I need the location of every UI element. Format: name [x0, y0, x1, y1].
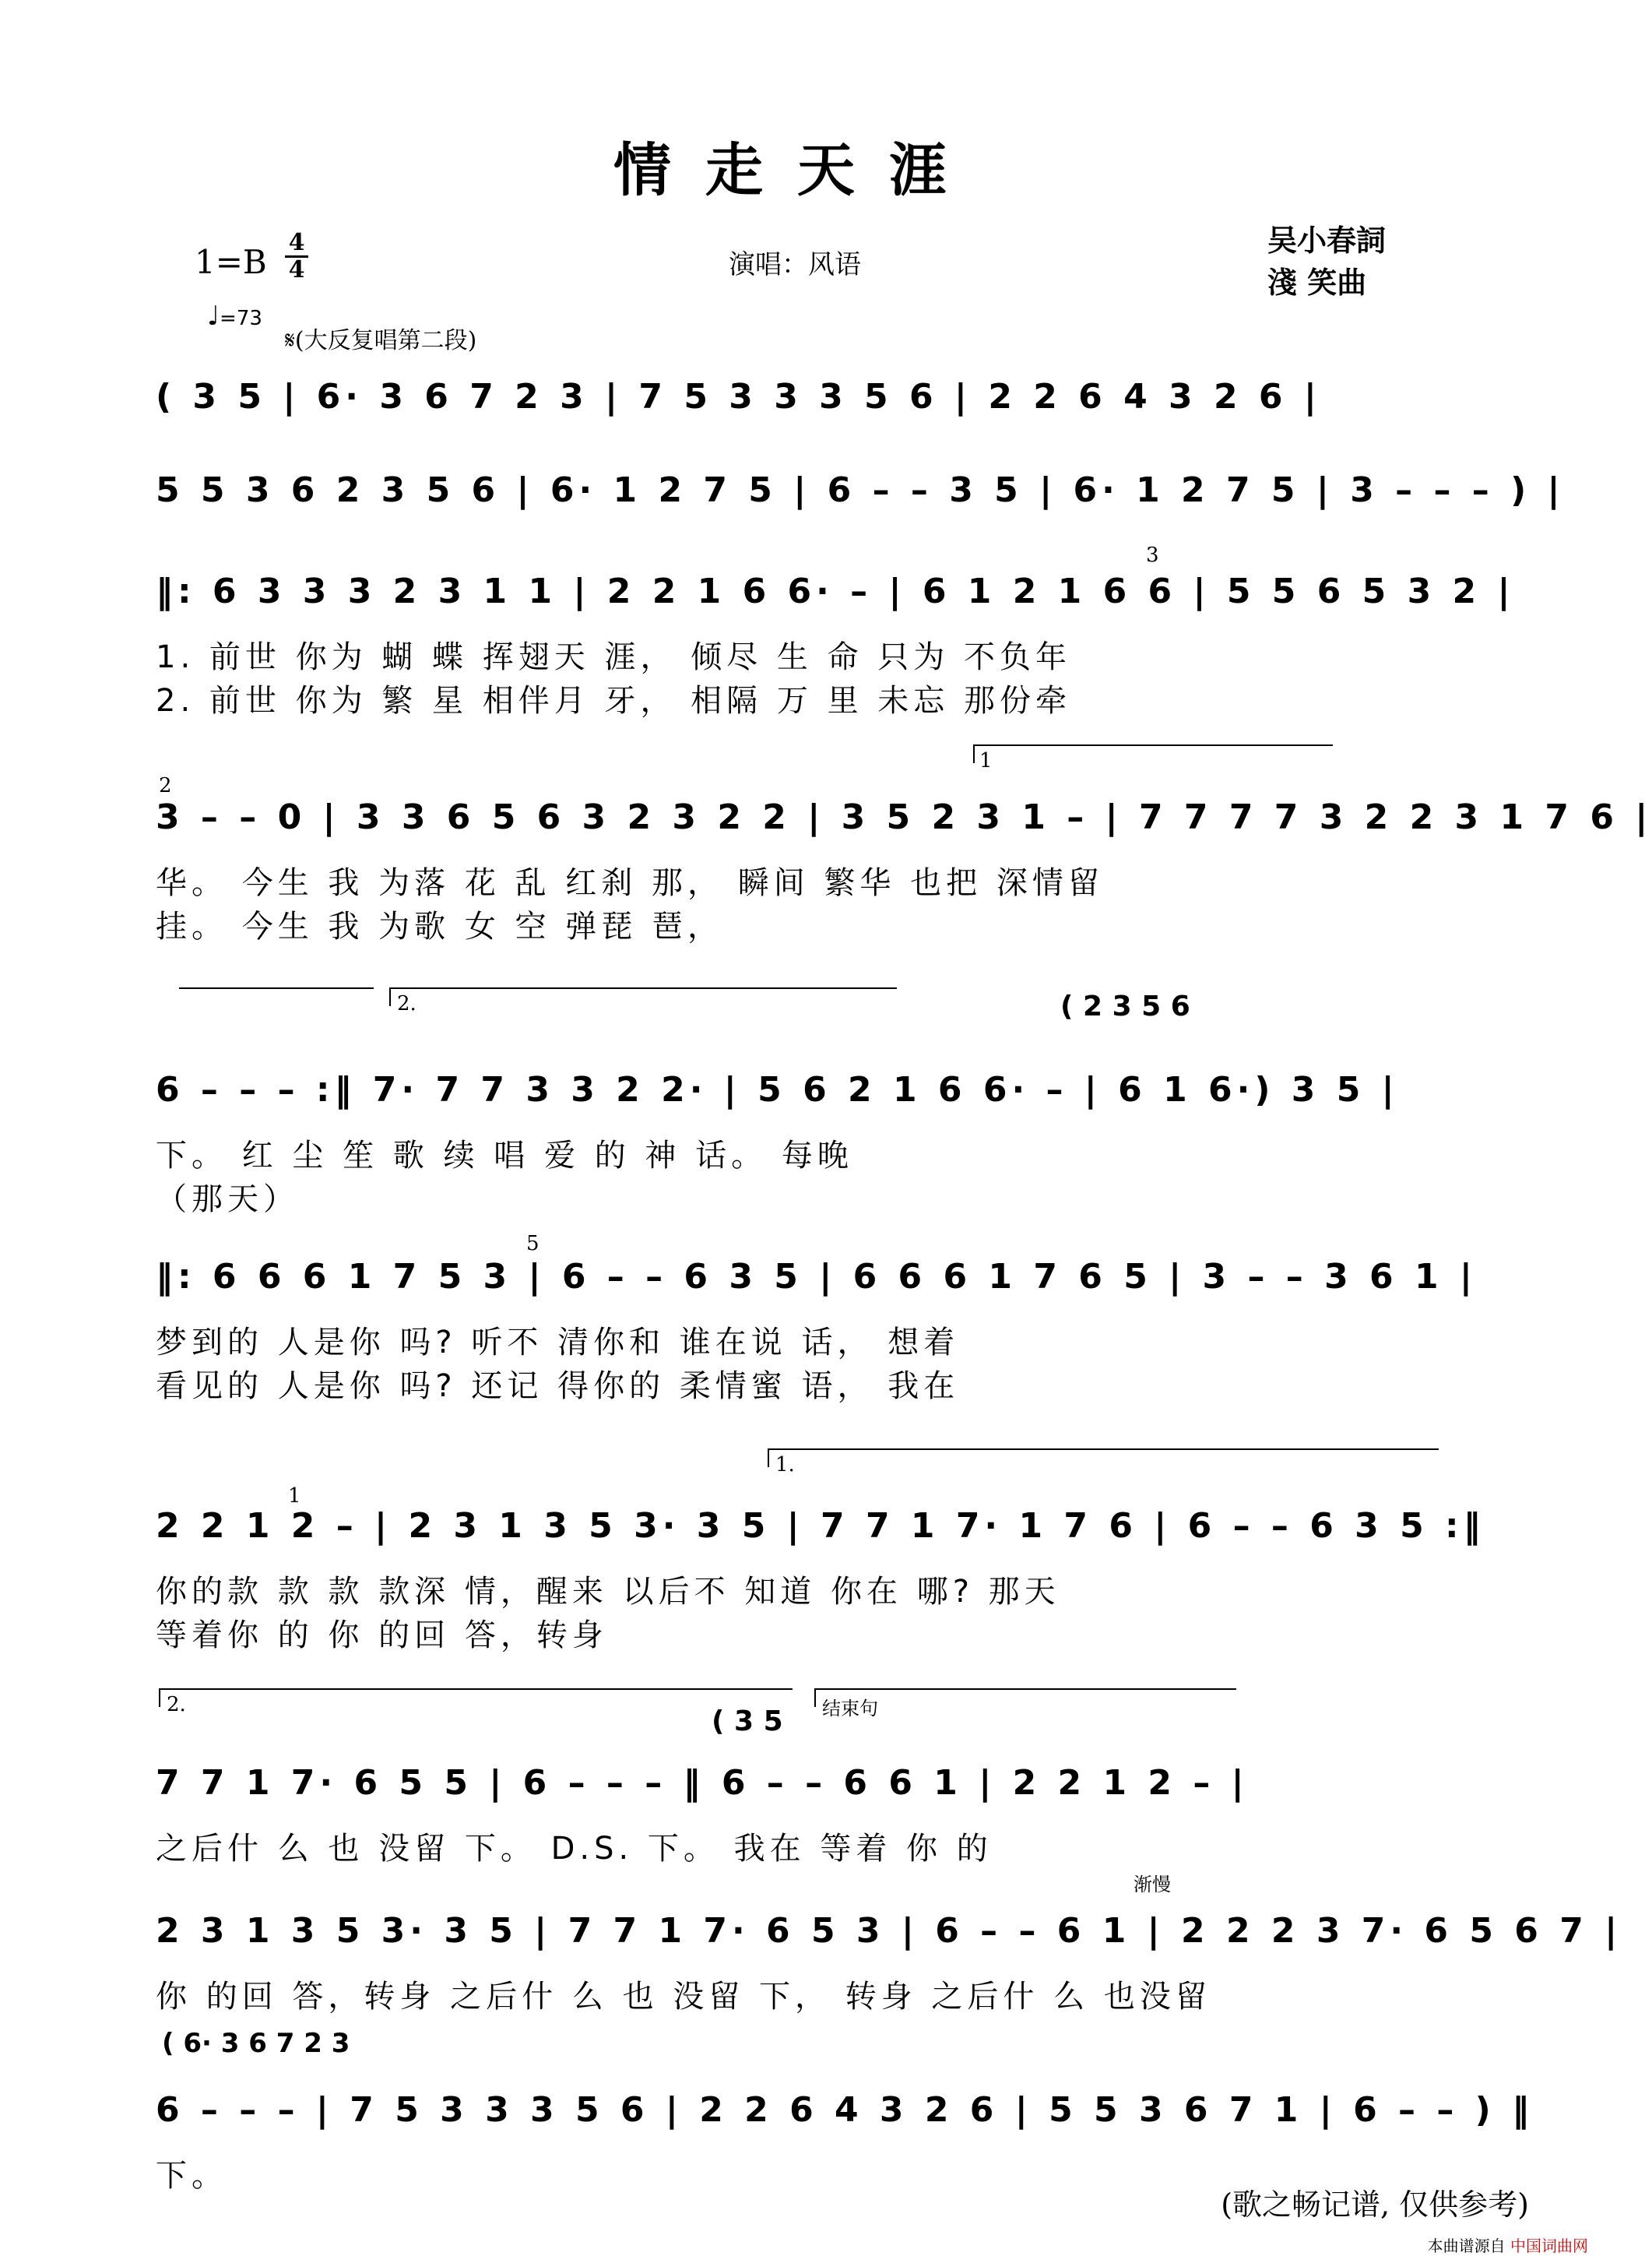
- transcriber-note: (歌之畅记谱, 仅供参考): [1221, 2187, 1529, 2222]
- grace-note: 5: [526, 1232, 540, 1255]
- lyricist-credit: 吴小春詞: [1267, 223, 1387, 258]
- volta-label: 1.: [775, 1453, 795, 1476]
- notation-line: 5 5 3 6 2 3 5 6 | 6· 1 2 7 5 | 6 – – 3 5 | 6· 1 2 7 5 | 3 – – – ) |: [156, 470, 1565, 510]
- time-signature: [285, 231, 308, 283]
- volta-label: 2.: [397, 992, 417, 1015]
- volta-bracket-end: [179, 987, 374, 1006]
- score-row-5: [156, 1059, 1432, 1215]
- score-row-8: [156, 1752, 1432, 1877]
- lyric-verse-2: （那天）: [156, 1181, 299, 1217]
- score-row-4: [156, 774, 1652, 945]
- score-row-10: [156, 2079, 1534, 2194]
- volta-bracket: [159, 1688, 793, 1707]
- notation-line: 2 2 1 2 – | 2 3 1 3 5 3· 3 5 | 7 7 1 7· 1 7 6 | 6 – – 6 3 5 :‖: [156, 1506, 1485, 1546]
- tempo-value: =73: [220, 307, 262, 330]
- time-signature-top: 4: [288, 229, 305, 256]
- source-label: 本曲谱源自: [1427, 2237, 1506, 2255]
- site-name-link[interactable]: 中国词曲网: [1510, 2237, 1588, 2255]
- lyric-verse-1: 你 的回 答，转身 之后什 么 也 没留 下， 转身 之后什 么 也没留: [156, 1979, 1211, 2015]
- pickup-notes: ( 3 5: [712, 1705, 783, 1737]
- quarter-note-icon: ♩: [207, 301, 220, 332]
- lyric-verse-1: 梦到的 人是你 吗? 听不 清你和 谁在说 话， 想着: [156, 1325, 960, 1360]
- volta-bracket: [389, 987, 897, 1006]
- key-signature: 1=B: [195, 243, 267, 281]
- lyric-verse-1: 华。 今生 我 为落 花 乱 红刹 那， 瞬间 繁华 也把 深情留: [156, 865, 1104, 901]
- notation-line: ( 3 5 | 6· 3 6 7 2 3 | 7 5 3 3 3 5 6 | 2 2 6 4 3 2 6 |: [156, 377, 1321, 417]
- tempo-direction: 渐慢: [1134, 1874, 1171, 1895]
- volta-bracket: [973, 744, 1333, 763]
- score-row-1: [156, 366, 1432, 436]
- tempo-mark: [207, 301, 262, 332]
- notation-line: 3 – – 0 | 3 3 6 5 6 3 2 3 2 2 | 3 5 2 3 1 – | 7 7 7 7 3 2 2 3 1 7 6 |: [156, 797, 1652, 837]
- notation-line: 7 7 1 7· 6 5 5 | 6 – – – ‖ 6 – – 6 6 1 | 2 2 1 2 – |: [156, 1763, 1249, 1803]
- score-row-6: [156, 1232, 1477, 1404]
- notation-line: ‖: 6 6 6 1 7 5 3 | 6 – – 6 3 5 | 6 6 6 1 7 6 5 | 3 – – 3 6 1 |: [156, 1257, 1477, 1297]
- grace-note: 3: [1146, 544, 1159, 567]
- lyric-verse-1: 下。 红 尘 笙 歌 续 唱 爱 的 神 话。 每晚: [156, 1138, 853, 1174]
- song-title: 情走天涯: [613, 137, 981, 204]
- lyric-verse-2: 2. 前世 你为 繁 星 相伴月 牙， 相隔 万 里 未忘 那份牵: [156, 683, 1072, 719]
- intro-recall: ( 2 3 5 6: [1060, 991, 1190, 1022]
- time-signature-bottom: 4: [285, 255, 308, 283]
- lyric-verse-1: 1. 前世 你为 蝴 蝶 挥翅天 涯， 倾尽 生 命 只为 不负年: [156, 639, 1072, 675]
- singer-credit: 演唱：风语: [729, 249, 861, 280]
- score-row-2: [156, 459, 1565, 530]
- notation-line: 2 3 1 3 5 3· 3 5 | 7 7 1 7· 6 5 3 | 6 – – 6 1 | 2 2 2 3 7· 6 5 6 7 |: [156, 1911, 1622, 1951]
- lyric-verse-2: 看见的 人是你 吗? 还记 得你的 柔情蜜 语， 我在: [156, 1368, 960, 1404]
- volta-label: 2.: [167, 1693, 186, 1716]
- lyric-verse-2: 挂。 今生 我 为歌 女 空 弹琵 琶，: [156, 909, 724, 945]
- composer-credit: 淺 笑曲: [1267, 265, 1367, 300]
- lyric-verse-2: 等着你 的 你 的回 答，转身: [156, 1617, 608, 1653]
- lyric-verse-1: 你的款 款 款 款深 情，醒来 以后不 知道 你在 哪? 那天: [156, 1574, 1060, 1610]
- score-row-7: [156, 1484, 1485, 1653]
- author-credits: [1267, 220, 1386, 304]
- ending-label: 结束句: [822, 1698, 878, 1719]
- score-row-9: [156, 1900, 1622, 2025]
- source-site[interactable]: [1428, 2233, 1588, 2256]
- grace-note: 2: [159, 774, 172, 797]
- repeat-note: 𝄋(大反复唱第二段): [285, 327, 477, 354]
- outro-recall: ( 6· 3 6 7 2 3: [162, 2028, 350, 2059]
- volta-label: 1: [979, 749, 993, 773]
- notation-line: ‖: 6 3 3 3 2 3 1 1 | 2 2 1 6 6· – | 6 1 2 1 6 6 | 5 5 6 5 3 2 |: [156, 572, 1515, 611]
- score-row-3: [156, 544, 1515, 719]
- lyric-verse-1: 之后什 么 也 没留 下。 D.S. 下。 我在 等着 你 的: [156, 1831, 993, 1867]
- grace-note: 1: [288, 1484, 301, 1508]
- notation-line: 6 – – – | 7 5 3 3 3 5 6 | 2 2 6 4 3 2 6 | 5 5 3 6 7 1 | 6 – – ) ‖: [156, 2090, 1534, 2130]
- notation-line: 6 – – – :‖ 7· 7 7 3 3 2 2· | 5 6 2 1 6 6· – | 6 1 6·) 3 5 |: [156, 1070, 1399, 1110]
- volta-bracket: [768, 1448, 1439, 1467]
- lyric-verse-1: 下。: [156, 2158, 227, 2194]
